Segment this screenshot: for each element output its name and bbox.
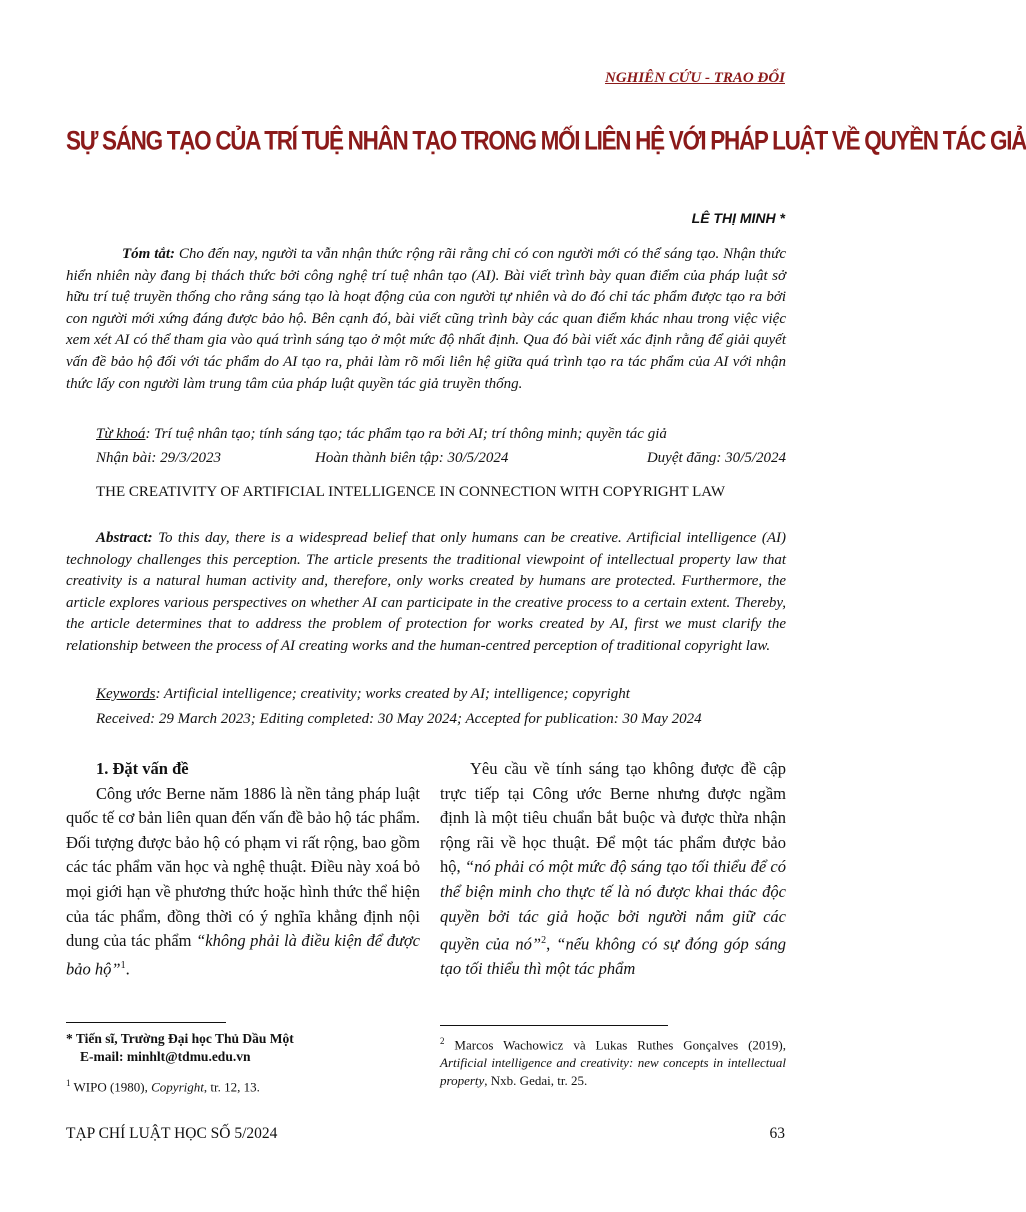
footnote-divider-left <box>66 1022 226 1023</box>
footnote-1-source: WIPO (1980), <box>70 1079 152 1095</box>
section-tag: NGHIÊN CỨU - TRAO ĐỔI <box>605 70 785 86</box>
footnotes-right <box>440 1032 786 1090</box>
footnote-2-source: Marcos Wachowicz và Lukas Ruthes Gonçalves (2019), <box>444 1037 786 1053</box>
body-right-quote-2: “nếu không có sự đóng góp sáng tạo tối thiểu thì một tác phẩm <box>440 934 786 979</box>
received-vi: Nhận bài: 29/3/2023 <box>96 450 222 466</box>
author-affiliation: * Tiến sĩ, Trường Đại học Thủ Dầu Một <box>66 1031 294 1046</box>
keywords-vi-text: : Trí tuệ nhân tạo; tính sáng tạo; tác phẩm tạo ra bởi AI; trí thông minh; quyền tác giả <box>145 426 667 442</box>
footnote-ref-1: 1 <box>120 959 126 971</box>
section-heading: 1. Đặt vấn đề <box>96 759 189 778</box>
english-title: THE CREATIVITY OF ARTIFICIAL INTELLIGENCE IN CONNECTION WITH COPYRIGHT LAW <box>96 484 726 500</box>
keywords-vi-label: Từ khoá <box>96 426 146 442</box>
body-left-column <box>66 757 420 982</box>
edited-vi: Hoàn thành biên tập: 30/5/2024 <box>315 450 509 466</box>
abstract-vi-text: Cho đến nay, người ta vẫn nhận thức rộng rãi rằng chỉ có con người mới có thể sáng tạo. Nhận thức hiển nhiên này đang bị thách thức bởi công nghệ trí tuệ nhân tạo (AI). Bài viết trình bày quan điểm của pháp luật sở hữu trí tuệ truyền thống cho rằng sáng tạo là hoạt động của con người tự nhiên và do đó chỉ tác phẩm được tạo ra bởi con người mới xứng đáng được bảo hộ. Bên cạnh đó, bài viết cũng trình bày các quan điểm khác nhau trong việc việc xem xét AI có thể tham gia vào quá trình sáng tạo ở một mức độ nhất định. Qua đó bài viết xác định rằng để giải quyết vấn đề bảo hộ đối với tác phẩm do AI tạo ra, phải làm rõ mối liên hệ giữa quá trình tạo ra tác phẩm của AI với nhận thức lấy con người làm trung tâm của pháp luật quyền tác giả truyền thống. <box>66 246 786 392</box>
keywords-en <box>96 684 786 706</box>
footnote-2 <box>440 1032 786 1090</box>
article-title: SỰ SÁNG TẠO CỦA TRÍ TUỆ NHÂN TẠO TRONG MỐI LIÊN HỆ VỚI PHÁP LUẬT VỀ QUYỀN TÁC GIẢ <box>66 126 1026 156</box>
author-name: LÊ THỊ MINH * <box>691 210 785 226</box>
abstract-en-label: Abstract: <box>96 530 153 546</box>
keywords-vi <box>96 424 786 446</box>
footnotes-left <box>66 1030 420 1096</box>
body-left-paragraph <box>66 782 420 982</box>
footnote-1-title: Copyright <box>151 1079 204 1095</box>
footnote-2-number: 2 <box>440 1036 445 1046</box>
keywords-en-text: : Artificial intelligence; creativity; works created by AI; intelligence; copyright <box>155 686 630 702</box>
abstract-en <box>66 528 786 658</box>
body-right-paragraph <box>440 757 786 982</box>
accepted-vi: Duyệt đăng: 30/5/2024 <box>646 450 786 466</box>
footnote-1-pages: , tr. 12, 13. <box>203 1079 260 1095</box>
body-left-quote: “không phải là điều kiện để được bảo hộ” <box>66 931 420 979</box>
footnote-ref-2: 2 <box>541 935 547 947</box>
footnote-1 <box>66 1074 420 1096</box>
abstract-en-text: To this day, there is a widespread belief that only humans can be creative. Artificial intelligence (AI) technology challenges this perception. The article presents the traditional viewpoint of intellectual property law that creativity is a natural human activity and, therefore, only works created by humans are protected. Furthermore, the article explores various perspectives on whether AI can participate in the creative process to a certain extent. Thereby, the article determines that to address the problem of protection for works created by AI, first we must clarify the relationship between the process of AI creating works and the human-centred perception of traditional copyright law. <box>66 530 786 654</box>
body-left-text: Công ước Berne năm 1886 là nền tảng pháp luật quốc tế cơ bản liên quan đến vấn đề bảo hộ tác phẩm. Đối tượng được bảo hộ có phạm vi rất rộng, bao gồm các tác phẩm văn học và nghệ thuật. Điều này xoá bỏ mọi giới hạn về phương thức hoặc hình thức thể hiện của tác phẩm, đồng thời có ý nghĩa khẳng định nội dung của tác phẩm <box>66 783 420 951</box>
footnote-1-number: 1 <box>66 1078 71 1088</box>
author-email: E-mail: minhlt@tdmu.edu.vn <box>80 1049 251 1064</box>
abstract-vi <box>66 244 786 395</box>
body-right-text: Yêu cầu về tính sáng tạo không được đề cập trực tiếp tại Công ước Berne nhưng được ngầm định là một tiêu chuẩn bắt buộc và được thừa nhận rộng rãi về học thuật. Để một tác phẩm được bảo hộ, <box>440 759 786 877</box>
body-right-comma: , <box>546 934 557 954</box>
footnote-2-title: Artificial intelligence and creativity: new concepts in intellectual property <box>440 1055 786 1089</box>
keywords-en-label: Keywords <box>96 686 156 702</box>
body-right-column <box>440 757 786 982</box>
abstract-vi-label: Tóm tắt: <box>122 246 176 262</box>
page-number: 63 <box>769 1125 785 1142</box>
journal-footer: TẠP CHÍ LUẬT HỌC SỐ 5/2024 <box>66 1125 278 1142</box>
footnote-divider-right <box>440 1025 668 1026</box>
body-left-end: . <box>125 959 130 979</box>
footnote-2-publisher: , Nxb. Gedai, tr. 25. <box>484 1073 588 1089</box>
dates-en: Received: 29 March 2023; Editing completed: 30 May 2024; Accepted for publication: 30 May 2024 <box>96 711 702 727</box>
body-right-quote-1: “nó phải có một mức độ sáng tạo tối thiểu để có thể biện minh cho thực tế là nó được khai thác độc quyền bởi tác giả hoặc bởi người nắm giữ các quyền của nó” <box>440 857 787 954</box>
